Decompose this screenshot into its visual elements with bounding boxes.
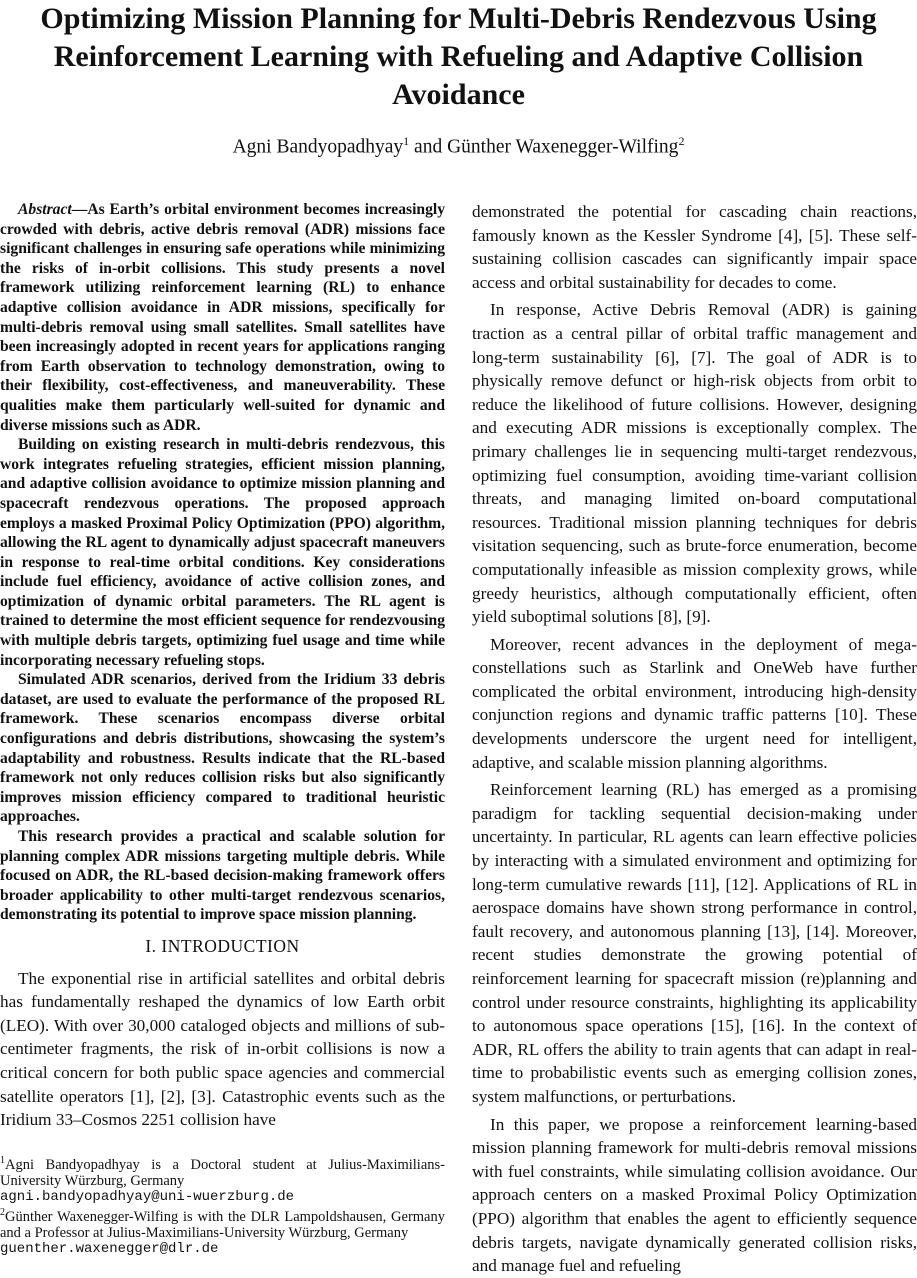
- left-column: [0, 200, 445, 1132]
- author-line: [0, 128, 917, 161]
- footnote-1-mark: 1: [0, 1155, 5, 1166]
- footnote-1-email[interactable]: agni.bandyopadhyay@uni-wuerzburg.de: [0, 1188, 295, 1205]
- abstract-paragraph-4: This research provides a practical and scalable solution for planning complex ADR missions targeting multiple debris. While focused on ADR, the RL-based decision-making framework offers broader applicability to other multi-target rendezvous scenarios, demonstrating its potential to improve space mission planning.: [0, 828, 445, 924]
- footnotes: [0, 1153, 445, 1257]
- footnote-2-mark: 2: [0, 1206, 5, 1218]
- footnote-1: [0, 1153, 445, 1205]
- author-conjunction: and: [409, 136, 448, 158]
- footnote-1-text: Agni Bandyopadhyay is a Doctoral student at Julius-Maximilians-University Würzburg, Germany: [0, 1156, 445, 1189]
- abstract-paragraph-1: [0, 200, 445, 435]
- abstract-label: Abstract: [18, 201, 72, 218]
- abstract-paragraph-3: Simulated ADR scenarios, derived from the Iridium 33 debris dataset, are used to evaluate the performance of the proposed RL framework. These scenarios encompass diverse orbital configurations and debris distributions, showcasing the system’s adaptability and robustness. Results indicate that the RL-based framework not only reduces collision risks but also significantly improves mission efficiency compared to traditional heuristic approaches.: [0, 671, 445, 826]
- author-1: Agni Bandyopadhyay: [232, 136, 404, 158]
- right-column: [472, 200, 917, 1278]
- intro-continuation: demonstrated the potential for cascading chain reactions, famously known as the Kessler Syndrome [4], [5]. These self-sustaining collision cascades can significantly impair space access and orbital sustainability for decades to come.: [472, 202, 917, 292]
- author-1-footnote-mark: 1: [403, 134, 410, 148]
- author-2-footnote-mark: 2: [678, 134, 685, 148]
- intro-paragraph-5: In this paper, we propose a reinforcement learning-based mission planning framework for multi-debris removal missions with fuel constraints, while simulating collision avoidance. Our approach centers on a masked Proximal Policy Optimization (PPO) algorithm that enables the agent to efficiently sequence debris targets, navigate dynamically generated collision risks, and manage fuel and refueling: [472, 1114, 917, 1276]
- footnote-2: [0, 1205, 445, 1257]
- intro-paragraph-3: Moreover, recent advances in the deployment of mega-constellations such as Starlink and OneWeb have further complicated the orbital environment, introducing high-density conjunction regions and dynamic traffic patterns [10]. These developments underscore the urgent need for intelligent, adaptive, and scalable mission planning algorithms.: [472, 634, 917, 772]
- intro-paragraph-4: Reinforcement learning (RL) has emerged as a promising paradigm for tackling sequential decision-making under uncertainty. In particular, RL agents can learn effective policies by interacting with a simulated environment and optimizing for long-term cumulative rewards [11], [12]. Applications of RL in aerospace domains have shown strong performance in control, fault recovery, and autonomous planning [13], [14]. Moreover, recent studies demonstrate the growing potential of reinforcement learning for spacecraft mission (re)planning and control under resource constraints, highlighting its applicability to autonomous space operations [15], [16]. In the context of ADR, RL offers the ability to train agents that can adapt in real-time to probabilistic events such as emerging collision zones, system malfunctions, or perturbations.: [472, 780, 917, 1106]
- footnote-2-text: Günther Waxenegger-Wilfing is with the DLR Lampoldshausen, Germany and a Professor at Julius-Maximilians-University Würzburg, Germany: [0, 1208, 445, 1241]
- section-heading-introduction: I. INTRODUCTION: [145, 935, 300, 956]
- abstract-paragraph-2: Building on existing research in multi-debris rendezvous, this work integrates refueling strategies, efficient mission planning, and adaptive collision avoidance to optimize mission planning and spacecraft rendezvous operations. The proposed approach employs a masked Proximal Policy Optimization (PPO) algorithm, allowing the RL agent to dynamically adjust spacecraft maneuvers in response to real-time orbital conditions. Key considerations include fuel efficiency, avoidance of active collision zones, and optimization of dynamic orbital parameters. The RL agent is trained to determine the most efficient sequence for rendezvousing with multiple debris targets, optimizing fuel usage and time while incorporating necessary refueling stops.: [0, 436, 445, 669]
- intro-paragraph-1: The exponential rise in artificial satellites and orbital debris has fundamentally reshaped the dynamics of low Earth orbit (LEO). With over 30,000 cataloged objects and millions of sub-centimeter fragments, the risk of in-orbit collisions is now a critical concern for both public space agencies and commercial satellite operators [1], [2], [3]. Catastrophic events such as the Iridium 33–Cosmos 2251 collision have: [0, 968, 445, 1130]
- abstract: [0, 200, 445, 925]
- paper-title: Optimizing Mission Planning for Multi-Debris Rendezvous Using Reinforcement Learning with Refueling and Adaptive Collision Avoidance: [40, 2, 877, 111]
- abstract-dash: —: [71, 201, 88, 218]
- intro-paragraph-2: In response, Active Debris Removal (ADR) is gaining traction as a central pillar of orbital traffic management and long-term sustainability [6], [7]. The goal of ADR is to physically remove defunct or high-risk objects from orbit to reduce the likelihood of future collisions. However, designing and executing ADR missions is exceptionally complex. The primary challenges lie in sequencing multi-target rendezvous, optimizing fuel consumption, avoiding time-variant collision threats, and managing limited on-board computational resources. Traditional mission planning techniques for debris visitation sequencing, such as brute-force enumeration, become computationally infeasible as mission complexity grows, while greedy heuristics, although computationally efficient, often yield suboptimal solutions [8], [9].: [472, 300, 917, 627]
- footnote-2-email[interactable]: guenther.waxenegger@dlr.de: [0, 1240, 219, 1257]
- abstract-text-1: As Earth’s orbital environment becomes increasingly crowded with debris, active debris removal (ADR) missions face significant challenges in ensuring safe operations while minimizing the risks of in-orbit collisions. This study presents a novel framework utilizing reinforcement learning (RL) to enhance adaptive collision avoidance in ADR missions, specifically for multi-debris removal using small satellites. Small satellites have been increasingly adopted in recent years for applications ranging from Earth observation to technology demonstration, owing to their flexibility, cost-effectiveness, and maneuverability. These qualities make them particularly well-suited for dynamic and diverse missions such as ADR.: [0, 201, 445, 434]
- author-2: Günther Waxenegger-Wilfing: [447, 136, 679, 158]
